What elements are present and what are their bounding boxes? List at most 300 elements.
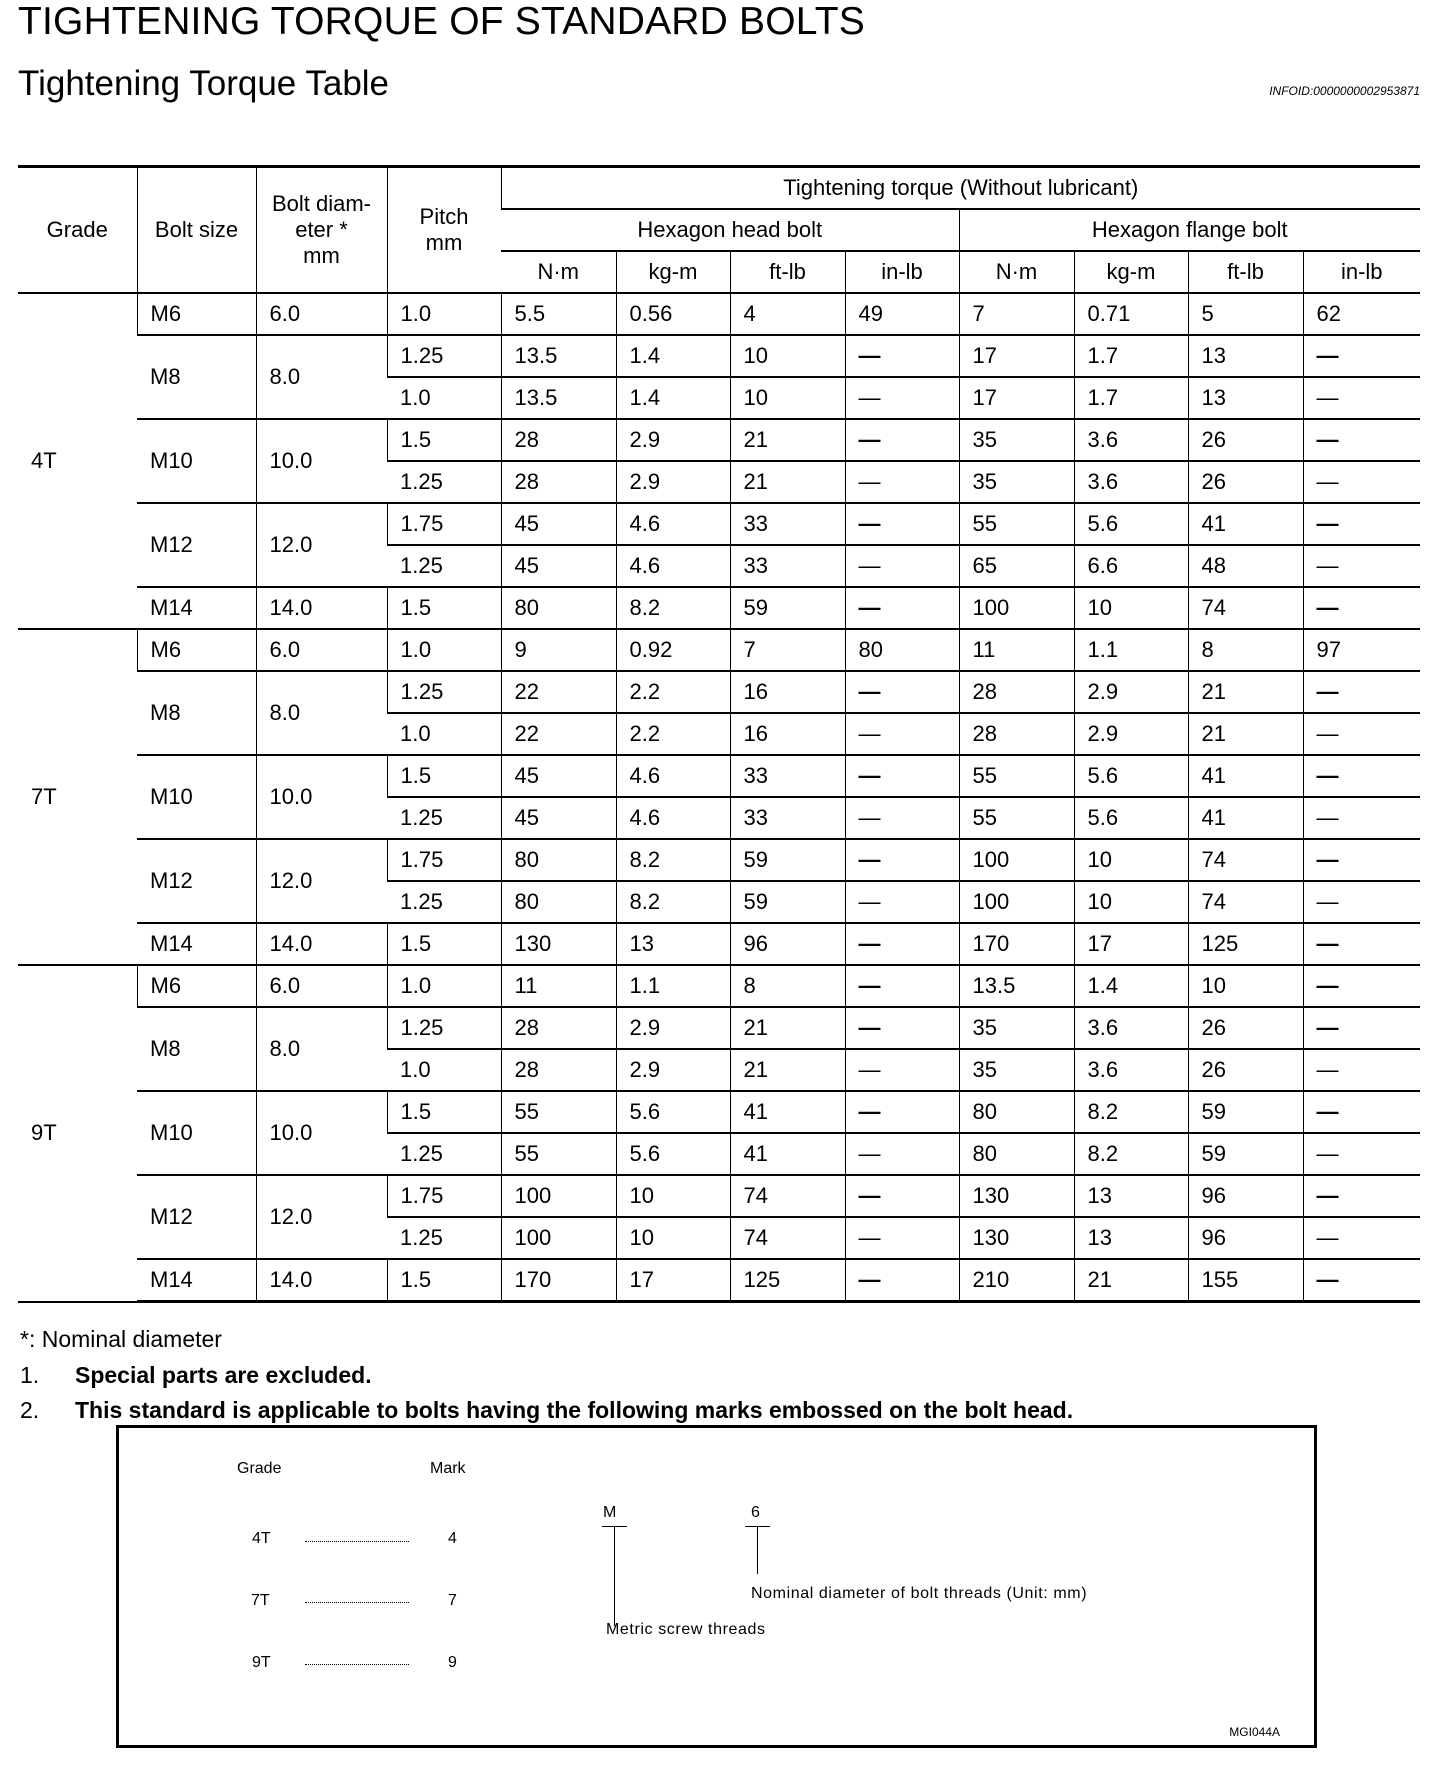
grade-cell: 4T [18, 293, 137, 629]
torque-value-cell: — [845, 377, 959, 419]
torque-value-cell: 8.2 [616, 839, 730, 881]
torque-value-cell: — [845, 755, 959, 797]
torque-value-cell: 45 [501, 503, 616, 545]
table-row [18, 671, 1420, 713]
pitch-cell: 1.25 [387, 797, 501, 839]
bolt-size-cell: M8 [137, 671, 256, 755]
torque-value-cell: 80 [959, 1133, 1074, 1175]
torque-value-cell: — [845, 587, 959, 629]
info-id: INFOID:0000000002953871 [1269, 84, 1420, 98]
torque-value-cell: 155 [1188, 1259, 1303, 1302]
bolt-size-cell: M10 [137, 419, 256, 503]
table-row [18, 1007, 1420, 1049]
torque-value-cell: 2.9 [616, 1049, 730, 1091]
torque-value-cell: 17 [959, 335, 1074, 377]
header-unit: N·m [501, 251, 616, 293]
table-row [18, 923, 1420, 965]
header-unit: N·m [959, 251, 1074, 293]
torque-value-cell: 2.9 [616, 461, 730, 503]
torque-value-cell: — [845, 1259, 959, 1302]
torque-value-cell: 7 [959, 293, 1074, 335]
note-2-text: This standard is applicable to bolts having the following marks embossed on the bolt head. [75, 1397, 1074, 1423]
header-bolt-size: Bolt size [137, 167, 256, 294]
torque-value-cell: 28 [501, 1049, 616, 1091]
note-2 [20, 1397, 1073, 1424]
torque-value-cell: 10 [1074, 587, 1188, 629]
figure-mark-9: 9 [448, 1654, 457, 1671]
torque-value-cell: 8.2 [616, 881, 730, 923]
bolt-size-cell: M6 [137, 965, 256, 1007]
torque-value-cell: — [845, 1091, 959, 1133]
torque-value-cell: — [1303, 503, 1420, 545]
bolt-diameter-cell: 8.0 [256, 1007, 387, 1091]
torque-value-cell: 5.6 [1074, 503, 1188, 545]
torque-value-cell: — [1303, 713, 1420, 755]
figure-code: MGI044A [1229, 1725, 1280, 1739]
torque-value-cell: — [845, 503, 959, 545]
bolt-diameter-cell: 6.0 [256, 965, 387, 1007]
torque-value-cell: — [1303, 1091, 1420, 1133]
torque-value-cell: 4 [730, 293, 845, 335]
table-row [18, 419, 1420, 461]
torque-value-cell: 16 [730, 671, 845, 713]
figure-mark-7: 7 [448, 1592, 457, 1609]
torque-value-cell: 210 [959, 1259, 1074, 1302]
torque-value-cell: 74 [1188, 587, 1303, 629]
torque-value-cell: 33 [730, 503, 845, 545]
page-subtitle: Tightening Torque Table [18, 64, 390, 103]
torque-value-cell: — [1303, 797, 1420, 839]
torque-value-cell: — [845, 1007, 959, 1049]
torque-value-cell: 1.7 [1074, 335, 1188, 377]
torque-value-cell: — [1303, 1217, 1420, 1259]
pitch-cell: 1.0 [387, 965, 501, 1007]
torque-value-cell: 125 [1188, 923, 1303, 965]
torque-value-cell: — [845, 881, 959, 923]
torque-value-cell: — [845, 1133, 959, 1175]
torque-value-cell: — [845, 1217, 959, 1259]
pitch-cell: 1.0 [387, 1049, 501, 1091]
torque-value-cell: — [845, 545, 959, 587]
page-title: TIGHTENING TORQUE OF STANDARD BOLTS [18, 0, 866, 43]
pitch-cell: 1.0 [387, 713, 501, 755]
torque-value-cell: 80 [501, 881, 616, 923]
torque-value-cell: 22 [501, 713, 616, 755]
torque-value-cell: 80 [501, 839, 616, 881]
torque-value-cell: 5 [1188, 293, 1303, 335]
torque-value-cell: 10 [1074, 881, 1188, 923]
torque-value-cell: 1.4 [616, 335, 730, 377]
torque-value-cell: 3.6 [1074, 1049, 1188, 1091]
torque-value-cell: 2.2 [616, 713, 730, 755]
torque-value-cell: — [1303, 1049, 1420, 1091]
torque-value-cell: 0.71 [1074, 293, 1188, 335]
bolt-size-cell: M6 [137, 629, 256, 671]
figure-label-nominal-diameter: Nominal diameter of bolt threads (Unit: mm) [751, 1585, 1088, 1602]
torque-value-cell: 33 [730, 545, 845, 587]
torque-value-cell: — [845, 335, 959, 377]
torque-value-cell: — [1303, 881, 1420, 923]
torque-value-cell: 35 [959, 1049, 1074, 1091]
bolt-size-cell: M14 [137, 1259, 256, 1302]
torque-value-cell: — [1303, 1133, 1420, 1175]
torque-value-cell: 2.9 [1074, 671, 1188, 713]
bolt-diameter-cell: 14.0 [256, 1259, 387, 1302]
torque-value-cell: 21 [1074, 1259, 1188, 1302]
torque-value-cell: 3.6 [1074, 1007, 1188, 1049]
torque-value-cell: 21 [1188, 671, 1303, 713]
torque-value-cell: — [845, 461, 959, 503]
torque-value-cell: — [1303, 335, 1420, 377]
table-row [18, 965, 1420, 1007]
bolt-diameter-cell: 10.0 [256, 1091, 387, 1175]
torque-value-cell: — [845, 419, 959, 461]
bolt-diameter-cell: 14.0 [256, 923, 387, 965]
header-bolt-diameter: Bolt diam- eter * mm [256, 167, 387, 294]
pitch-cell: 1.25 [387, 1133, 501, 1175]
torque-value-cell: 48 [1188, 545, 1303, 587]
pitch-cell: 1.25 [387, 335, 501, 377]
torque-value-cell: 21 [730, 461, 845, 503]
header-unit: ft-lb [730, 251, 845, 293]
torque-value-cell: — [845, 923, 959, 965]
torque-value-cell: — [1303, 419, 1420, 461]
torque-value-cell: 10 [730, 335, 845, 377]
torque-value-cell: 59 [730, 839, 845, 881]
torque-value-cell: 4.6 [616, 503, 730, 545]
table-row [18, 755, 1420, 797]
torque-value-cell: 13.5 [959, 965, 1074, 1007]
torque-value-cell: 10 [1188, 965, 1303, 1007]
pitch-cell: 1.5 [387, 587, 501, 629]
bolt-diameter-cell: 12.0 [256, 1175, 387, 1259]
torque-value-cell: — [1303, 1175, 1420, 1217]
torque-value-cell: — [1303, 1259, 1420, 1302]
torque-value-cell: 17 [616, 1259, 730, 1302]
pitch-cell: 1.0 [387, 629, 501, 671]
torque-value-cell: 13 [616, 923, 730, 965]
torque-value-cell: 8.2 [616, 587, 730, 629]
note-2-number: 2. [20, 1397, 40, 1423]
grade-cell: 9T [18, 965, 137, 1302]
torque-value-cell: — [1303, 461, 1420, 503]
pitch-cell: 1.25 [387, 545, 501, 587]
torque-value-cell: 96 [730, 923, 845, 965]
pitch-cell: 1.5 [387, 923, 501, 965]
bolt-diameter-cell: 12.0 [256, 503, 387, 587]
torque-value-cell: 100 [501, 1175, 616, 1217]
pitch-cell: 1.25 [387, 671, 501, 713]
torque-value-cell: 26 [1188, 1007, 1303, 1049]
bolt-size-cell: M8 [137, 335, 256, 419]
table-row [18, 629, 1420, 671]
torque-value-cell: 5.6 [616, 1091, 730, 1133]
torque-value-cell: 49 [845, 293, 959, 335]
bolt-size-cell: M12 [137, 1175, 256, 1259]
figure-label-metric-screw-threads: Metric screw threads [606, 1621, 766, 1638]
figure-mark-4: 4 [448, 1530, 457, 1547]
torque-value-cell: — [845, 839, 959, 881]
torque-value-cell: 74 [730, 1175, 845, 1217]
torque-value-cell: 80 [501, 587, 616, 629]
pitch-cell: 1.0 [387, 293, 501, 335]
torque-value-cell: — [845, 713, 959, 755]
table-row [18, 839, 1420, 881]
torque-value-cell: 2.9 [616, 1007, 730, 1049]
torque-value-cell: 3.6 [1074, 419, 1188, 461]
torque-value-cell: — [845, 671, 959, 713]
torque-value-cell: — [1303, 377, 1420, 419]
note-1-number: 1. [20, 1362, 40, 1388]
torque-value-cell: 41 [1188, 797, 1303, 839]
bolt-diameter-cell: 10.0 [256, 755, 387, 839]
pitch-cell: 1.5 [387, 755, 501, 797]
header-unit: ft-lb [1188, 251, 1303, 293]
torque-value-cell: 125 [730, 1259, 845, 1302]
bolt-diameter-cell: 8.0 [256, 671, 387, 755]
torque-value-cell: 28 [501, 419, 616, 461]
torque-value-cell: 5.6 [616, 1133, 730, 1175]
figure-m-stem [614, 1526, 615, 1626]
note-1 [20, 1362, 372, 1389]
figure-grade-4t: 4T [252, 1530, 271, 1547]
pitch-cell: 1.5 [387, 419, 501, 461]
bolt-size-cell: M8 [137, 1007, 256, 1091]
torque-value-cell: 41 [730, 1091, 845, 1133]
torque-value-cell: 59 [1188, 1091, 1303, 1133]
torque-value-cell: 10 [1074, 839, 1188, 881]
header-tightening-torque: Tightening torque (Without lubricant) [501, 167, 1420, 210]
torque-value-cell: 74 [730, 1217, 845, 1259]
torque-value-cell: — [1303, 587, 1420, 629]
table-row [18, 335, 1420, 377]
torque-value-cell: — [845, 1175, 959, 1217]
torque-value-cell: 13 [1188, 335, 1303, 377]
torque-value-cell: 35 [959, 419, 1074, 461]
torque-value-cell: 65 [959, 545, 1074, 587]
torque-value-cell: 22 [501, 671, 616, 713]
bolt-diameter-cell: 6.0 [256, 629, 387, 671]
torque-value-cell: 45 [501, 797, 616, 839]
torque-value-cell: 2.2 [616, 671, 730, 713]
header-unit: in-lb [845, 251, 959, 293]
header-pitch: Pitch mm [387, 167, 501, 294]
torque-value-cell: 55 [959, 503, 1074, 545]
torque-value-cell: 4.6 [616, 797, 730, 839]
torque-value-cell: 21 [730, 1007, 845, 1049]
table-row [18, 1091, 1420, 1133]
torque-value-cell: 80 [845, 629, 959, 671]
torque-value-cell: 8.2 [1074, 1133, 1188, 1175]
table-row [18, 503, 1420, 545]
torque-value-cell: 1.4 [616, 377, 730, 419]
bolt-diameter-cell: 8.0 [256, 335, 387, 419]
torque-value-cell: 21 [730, 1049, 845, 1091]
torque-value-cell: 41 [1188, 503, 1303, 545]
pitch-cell: 1.25 [387, 1007, 501, 1049]
torque-value-cell: 33 [730, 797, 845, 839]
torque-value-cell: 2.9 [1074, 713, 1188, 755]
torque-value-cell: 55 [501, 1091, 616, 1133]
torque-value-cell: 80 [959, 1091, 1074, 1133]
header-hexagon-flange-bolt: Hexagon flange bolt [959, 209, 1420, 251]
figure-grade-header: Grade [237, 1460, 282, 1477]
torque-value-cell: 55 [959, 797, 1074, 839]
torque-value-cell: 5.6 [1074, 755, 1188, 797]
bolt-diameter-cell: 12.0 [256, 839, 387, 923]
torque-value-cell: 2.9 [616, 419, 730, 461]
torque-value-cell: 21 [730, 419, 845, 461]
torque-value-cell: 55 [501, 1133, 616, 1175]
pitch-cell: 1.0 [387, 377, 501, 419]
torque-value-cell: 10 [730, 377, 845, 419]
pitch-cell: 1.75 [387, 1175, 501, 1217]
header-unit: kg-m [616, 251, 730, 293]
figure-letter-m: M [603, 1504, 617, 1521]
header-unit: kg-m [1074, 251, 1188, 293]
torque-value-cell: 0.92 [616, 629, 730, 671]
torque-value-cell: — [1303, 755, 1420, 797]
torque-value-cell: 16 [730, 713, 845, 755]
bolt-size-cell: M14 [137, 923, 256, 965]
torque-value-cell: 4.6 [616, 545, 730, 587]
torque-value-cell: 5.5 [501, 293, 616, 335]
figure-digit-6: 6 [751, 1504, 760, 1521]
note-1-text: Special parts are excluded. [75, 1362, 372, 1388]
torque-value-cell: 21 [1188, 713, 1303, 755]
pitch-cell: 1.25 [387, 881, 501, 923]
torque-value-cell: — [845, 797, 959, 839]
torque-value-cell: 100 [959, 881, 1074, 923]
grade-cell: 7T [18, 629, 137, 965]
figure-6-stem [757, 1526, 758, 1574]
pitch-cell: 1.25 [387, 461, 501, 503]
torque-value-cell: 130 [959, 1217, 1074, 1259]
bolt-size-cell: M14 [137, 587, 256, 629]
torque-value-cell: 100 [959, 839, 1074, 881]
torque-value-cell: 35 [959, 461, 1074, 503]
header-unit: in-lb [1303, 251, 1420, 293]
footnote-nominal-diameter: *: Nominal diameter [20, 1326, 222, 1352]
torque-value-cell: 45 [501, 755, 616, 797]
torque-value-cell: 28 [501, 461, 616, 503]
torque-value-cell: 74 [1188, 839, 1303, 881]
pitch-cell: 1.75 [387, 503, 501, 545]
torque-value-cell: 59 [730, 881, 845, 923]
torque-value-cell: 10 [616, 1175, 730, 1217]
torque-value-cell: 45 [501, 545, 616, 587]
torque-value-cell: 26 [1188, 419, 1303, 461]
bolt-size-cell: M12 [137, 503, 256, 587]
torque-value-cell: — [1303, 923, 1420, 965]
torque-value-cell: 100 [501, 1217, 616, 1259]
torque-value-cell: 11 [501, 965, 616, 1007]
torque-value-cell: 33 [730, 755, 845, 797]
torque-table [18, 165, 1420, 1303]
torque-value-cell: 11 [959, 629, 1074, 671]
torque-value-cell: 13.5 [501, 377, 616, 419]
torque-value-cell: 1.1 [616, 965, 730, 1007]
torque-value-cell: 10 [616, 1217, 730, 1259]
pitch-cell: 1.5 [387, 1091, 501, 1133]
torque-value-cell: 1.1 [1074, 629, 1188, 671]
torque-value-cell: 1.4 [1074, 965, 1188, 1007]
torque-value-cell: — [845, 1049, 959, 1091]
figure-leader [305, 1541, 409, 1542]
torque-value-cell: 28 [959, 713, 1074, 755]
header-hexagon-head-bolt: Hexagon head bolt [501, 209, 959, 251]
table-row [18, 1259, 1420, 1302]
torque-value-cell: 26 [1188, 1049, 1303, 1091]
pitch-cell: 1.5 [387, 1259, 501, 1302]
torque-value-cell: 28 [501, 1007, 616, 1049]
torque-value-cell: 130 [959, 1175, 1074, 1217]
torque-value-cell: 97 [1303, 629, 1420, 671]
torque-value-cell: 130 [501, 923, 616, 965]
torque-value-cell: 41 [1188, 755, 1303, 797]
table-row [18, 1175, 1420, 1217]
torque-value-cell: 7 [730, 629, 845, 671]
bolt-diameter-cell: 6.0 [256, 293, 387, 335]
bolt-mark-figure [116, 1425, 1317, 1748]
torque-value-cell: 170 [959, 923, 1074, 965]
bolt-size-cell: M12 [137, 839, 256, 923]
torque-value-cell: — [1303, 671, 1420, 713]
torque-value-cell: 4.6 [616, 755, 730, 797]
figure-grade-7t: 7T [251, 1592, 270, 1609]
header-grade: Grade [18, 167, 137, 294]
bolt-size-cell: M6 [137, 293, 256, 335]
torque-value-cell: — [1303, 965, 1420, 1007]
torque-value-cell: 55 [959, 755, 1074, 797]
table-row [18, 587, 1420, 629]
bolt-diameter-cell: 14.0 [256, 587, 387, 629]
torque-value-cell: 8 [1188, 629, 1303, 671]
torque-value-cell: 5.6 [1074, 797, 1188, 839]
torque-value-cell: 26 [1188, 461, 1303, 503]
torque-value-cell: 3.6 [1074, 461, 1188, 503]
torque-value-cell: — [1303, 839, 1420, 881]
torque-value-cell: 8 [730, 965, 845, 1007]
torque-value-cell: 59 [1188, 1133, 1303, 1175]
torque-value-cell: 100 [959, 587, 1074, 629]
bolt-size-cell: M10 [137, 1091, 256, 1175]
torque-value-cell: 41 [730, 1133, 845, 1175]
pitch-cell: 1.75 [387, 839, 501, 881]
torque-value-cell: 17 [959, 377, 1074, 419]
torque-value-cell: 6.6 [1074, 545, 1188, 587]
table-row [18, 293, 1420, 335]
torque-value-cell: 170 [501, 1259, 616, 1302]
torque-value-cell: — [1303, 545, 1420, 587]
torque-value-cell: 8.2 [1074, 1091, 1188, 1133]
torque-value-cell: 17 [1074, 923, 1188, 965]
torque-value-cell: 59 [730, 587, 845, 629]
torque-value-cell: 9 [501, 629, 616, 671]
torque-value-cell: 13 [1074, 1217, 1188, 1259]
torque-value-cell: 35 [959, 1007, 1074, 1049]
torque-value-cell: 96 [1188, 1175, 1303, 1217]
torque-value-cell: 13.5 [501, 335, 616, 377]
bolt-size-cell: M10 [137, 755, 256, 839]
torque-value-cell: 1.7 [1074, 377, 1188, 419]
torque-value-cell: 13 [1188, 377, 1303, 419]
pitch-cell: 1.25 [387, 1217, 501, 1259]
figure-grade-9t: 9T [252, 1654, 271, 1671]
figure-leader [305, 1664, 409, 1665]
torque-value-cell: 13 [1074, 1175, 1188, 1217]
torque-value-cell: 74 [1188, 881, 1303, 923]
